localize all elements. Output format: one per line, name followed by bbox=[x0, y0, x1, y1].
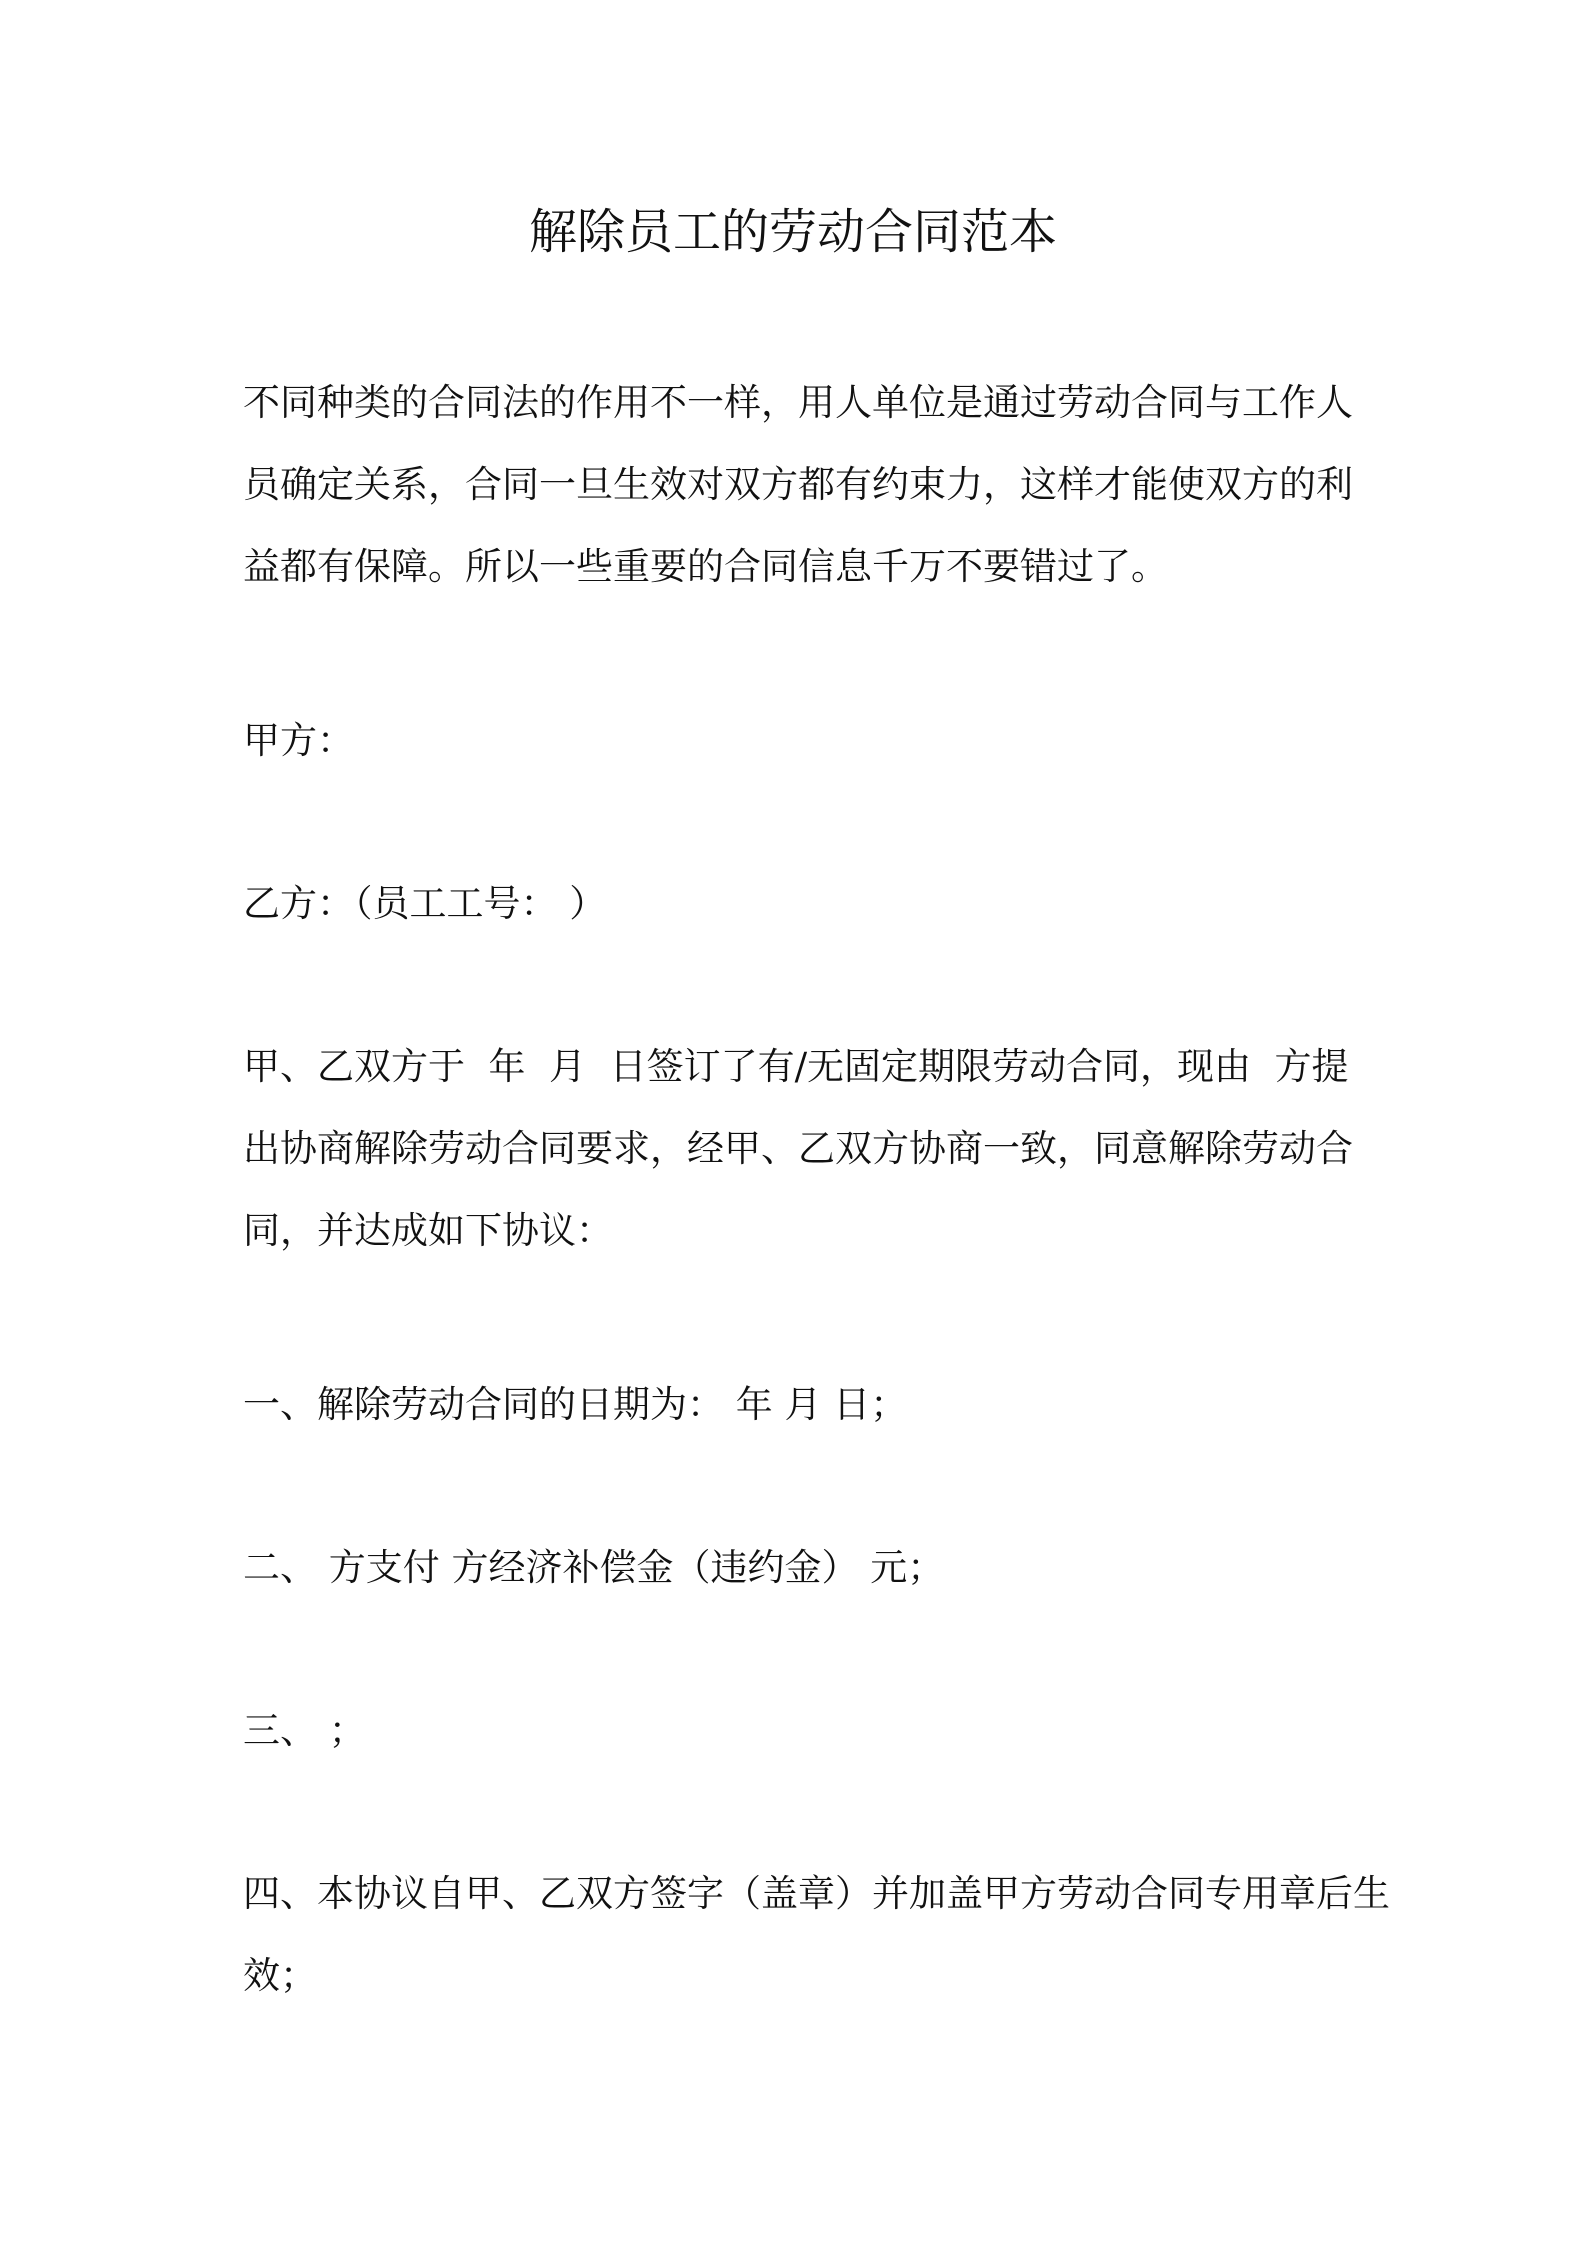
background-paragraph bbox=[243, 1026, 1353, 1272]
clause-3: 三、 ； bbox=[243, 1709, 366, 1752]
intro-line: 员确定关系，合同一旦生效对双方都有约束力，这样才能使双方的利 bbox=[243, 463, 1353, 506]
intro-line: 不同种类的合同法的作用不一样，用人单位是通过劳动合同与工作人 bbox=[243, 381, 1353, 424]
party-b-line: 乙方：（员工工号： ） bbox=[243, 882, 607, 925]
document-title: 解除员工的劳动合同范本 bbox=[528, 204, 1057, 260]
intro-line: 益都有保障。所以一些重要的合同信息千万不要错过了。 bbox=[243, 545, 1168, 588]
clause-1: 一、解除劳动合同的日期为： 年 月 日； bbox=[243, 1383, 908, 1426]
clause-4-line: 效； bbox=[243, 1954, 317, 1997]
clause-2: 二、 方支付 方经济补偿金（违约金） 元； bbox=[243, 1546, 945, 1589]
background-line: 同，并达成如下协议： bbox=[243, 1209, 613, 1252]
clause-4-line: 四、本协议自甲、乙双方签字（盖章）并加盖甲方劳动合同专用章后生 bbox=[243, 1872, 1390, 1915]
party-a-line: 甲方： bbox=[243, 719, 354, 762]
background-line: 甲、乙双方于 年 月 日签订了有/无固定期限劳动合同，现由 方提 bbox=[243, 1045, 1349, 1088]
background-line: 出协商解除劳动合同要求，经甲、乙双方协商一致，同意解除劳动合 bbox=[243, 1127, 1353, 1170]
clause-4 bbox=[243, 1853, 1390, 2017]
intro-paragraph bbox=[243, 362, 1353, 608]
